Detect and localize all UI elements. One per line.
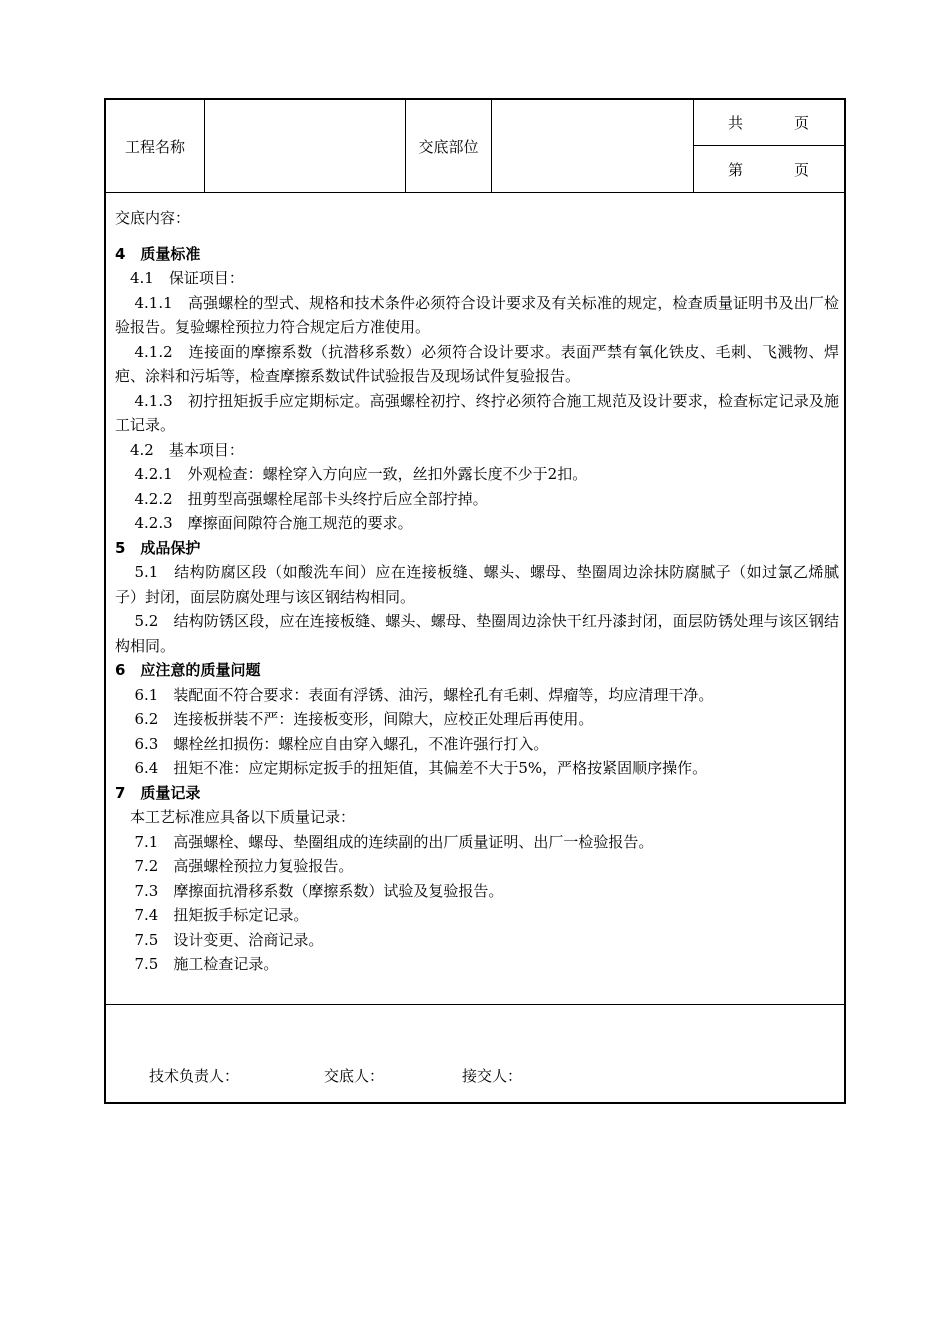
content-paragraph: 4.1.1 高强螺栓的型式、规格和技术条件必须符合设计要求及有关标准的规定，检查质量证明书及出厂检验报告。复验螺栓预拉力符合规定后方准使用。	[115, 293, 839, 336]
total-pages-row	[694, 100, 844, 146]
content-paragraph: 6.1 装配面不符合要求：表面有浮锈、油污，螺栓孔有毛刺、焊瘤等，均应清理干净。	[134, 685, 714, 704]
content-paragraph: 5.2 结构防锈区段，应在连接板缝、螺头、螺母、垫圈周边涂快干红丹漆封闭，面层防锈处理与该区钢结构相同。	[115, 612, 839, 655]
form-header	[106, 100, 844, 193]
content-paragraph: 6.3 螺栓丝扣损伤：螺栓应自由穿入螺孔，不准许强行打入。	[134, 734, 549, 753]
project-name-label: 工程名称	[106, 100, 205, 192]
tech-lead-label: 技术负责人：	[149, 1067, 240, 1085]
content-paragraph: 4.2.3 摩擦面间隙符合施工规范的要求。	[134, 514, 413, 532]
disclosure-form	[104, 98, 846, 1104]
presenter-label: 交底人：	[324, 1067, 385, 1085]
page-number-unit: 页	[794, 160, 810, 179]
section-heading: 6 应注意的质量问题	[115, 661, 261, 679]
content-paragraph: 7.2 高强螺栓预拉力复验报告。	[134, 857, 354, 875]
total-pages-label: 共	[728, 114, 744, 132]
content-paragraph: 4.1.2 连接面的摩擦系数（抗潜移系数）必须符合设计要求。表面严禁有氧化铁皮、毛刺、飞溅物、焊疤、涂料和污垢等，检查摩擦系数试件试验报告及现场试件复验报告。	[115, 342, 839, 385]
signature-row	[106, 1005, 844, 1102]
receiver-label: 接交人：	[462, 1067, 523, 1085]
subsection-heading: 本工艺标准应具备以下质量记录：	[130, 808, 356, 826]
position-label: 交底部位	[406, 100, 492, 192]
content-paragraph: 7.3 摩擦面抗滑移系数（摩擦系数）试验及复验报告。	[134, 881, 504, 900]
project-name-value	[205, 100, 406, 192]
content-paragraph: 7.1 高强螺栓、螺母、垫圈组成的连续副的出厂质量证明、出厂一检验报告。	[134, 832, 654, 851]
subsection-heading: 4.2 基本项目：	[130, 440, 244, 459]
content-paragraph: 4.1.3 初拧扭矩扳手应定期标定。高强螺栓初拧、终拧必须符合施工规范及设计要求，检查标定记录及施工记录。	[115, 391, 839, 434]
content-paragraph: 4.2.2 扭剪型高强螺栓尾部卡头终拧后应全部拧掉。	[134, 489, 488, 508]
content-paragraph: 7.5 设计变更、洽商记录。	[134, 930, 324, 949]
total-pages-unit: 页	[794, 114, 810, 132]
page-number-row	[694, 146, 844, 192]
content-paragraph: 6.2 连接板拼装不严：连接板变形，间隙大，应校正处理后再使用。	[134, 710, 594, 728]
content-intro: 交底内容：	[115, 209, 191, 227]
section-heading: 5 成品保护	[115, 538, 201, 557]
subsection-heading: 4.1 保证项目：	[130, 269, 244, 287]
disclosure-content-area	[106, 192, 844, 1005]
page-info	[694, 100, 844, 192]
content-paragraph: 7.5 施工检查记录。	[134, 955, 279, 973]
content-paragraph: 4.2.1 外观检查：螺栓穿入方向应一致，丝扣外露长度不少于2扣。	[134, 465, 588, 483]
content-paragraph: 7.4 扭矩扳手标定记录。	[134, 906, 309, 924]
position-value	[492, 100, 694, 192]
content-paragraph: 6.4 扭矩不准：应定期标定扳手的扭矩值，其偏差不大于5%，严格按紧固顺序操作。	[134, 759, 708, 777]
section-heading: 4 质量标准	[115, 244, 201, 263]
section-heading: 7 质量记录	[115, 783, 201, 802]
disclosure-content	[115, 206, 839, 977]
content-paragraph: 5.1 结构防腐区段（如酸洗车间）应在连接板缝、螺头、螺母、垫圈周边涂抹防腐腻子（如过氯乙烯腻子）封闭，面层防腐处理与该区钢结构相同。	[115, 563, 839, 606]
page-number-label: 第	[728, 160, 744, 179]
